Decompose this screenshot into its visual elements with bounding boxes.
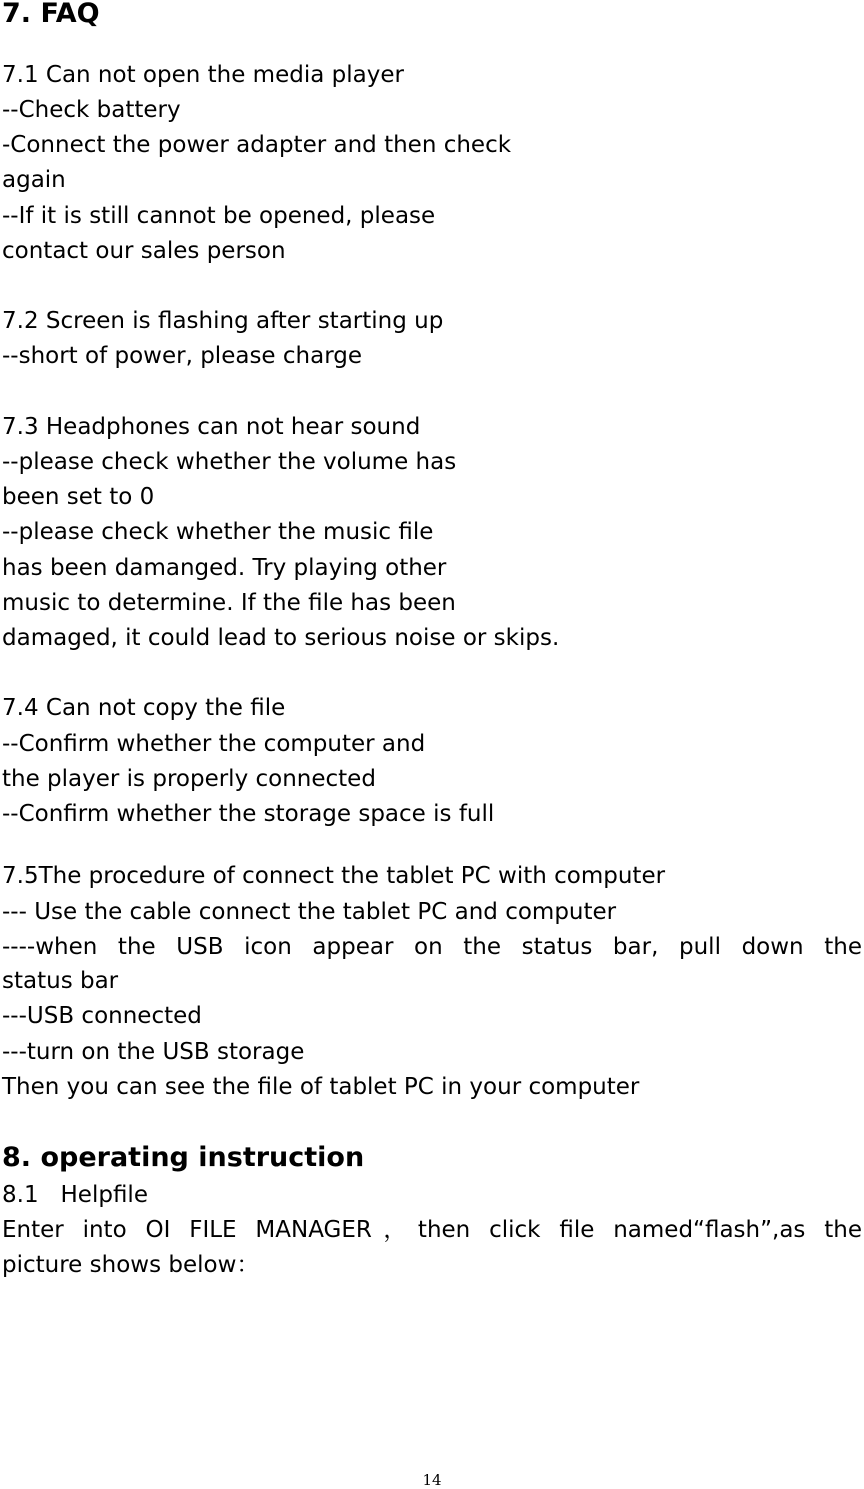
page-number: 14: [422, 1471, 442, 1489]
faq-q1-line: --Check battery: [2, 97, 181, 123]
faq-q1-line: again: [2, 167, 66, 193]
faq-q3-title: 7.3 Headphones can not hear sound: [2, 414, 421, 440]
faq-q3-line: --please check whether the volume has: [2, 449, 457, 475]
operating-subheading: 8.1 Helpfile: [2, 1182, 148, 1208]
faq-q4-line: --Confirm whether the storage space is full: [2, 801, 495, 827]
faq-q5-line: Then you can see the file of tablet PC in your computer: [2, 1074, 640, 1100]
faq-q3-line: --please check whether the music file: [2, 519, 434, 545]
faq-q2-line: --short of power, please charge: [2, 343, 363, 369]
faq-q1-line: -Connect the power adapter and then check: [2, 132, 512, 158]
faq-q5-line: status bar: [2, 968, 119, 994]
faq-q5-line: --- Use the cable connect the tablet PC and computer: [2, 899, 617, 925]
operating-heading: 8. operating instruction: [2, 1142, 365, 1173]
operating-line: picture shows below：: [2, 1252, 260, 1278]
faq-q5-line: ---turn on the USB storage: [2, 1039, 305, 1065]
faq-q4-title: 7.4 Can not copy the file: [2, 695, 286, 721]
faq-q5-title: 7.5The procedure of connect the tablet PC with computer: [2, 863, 666, 889]
faq-q4-line: the player is properly connected: [2, 766, 376, 792]
faq-q3-line: been set to 0: [2, 484, 155, 510]
faq-q3-line: damaged, it could lead to serious noise or skips.: [2, 625, 560, 651]
faq-heading: 7. FAQ: [2, 0, 100, 29]
faq-q1-title: 7.1 Can not open the media player: [2, 62, 404, 88]
faq-q2-title: 7.2 Screen is flashing after starting up: [2, 308, 444, 334]
operating-line: Enter into OI FILE MANAGER，then click file named“flash”,as the: [2, 1217, 862, 1243]
faq-q4-line: --Confirm whether the computer and: [2, 731, 426, 757]
faq-q3-line: has been damanged. Try playing other: [2, 555, 447, 581]
faq-q5-line: ---USB connected: [2, 1003, 202, 1029]
faq-q3-line: music to determine. If the file has been: [2, 590, 456, 616]
faq-q1-line: contact our sales person: [2, 238, 286, 264]
faq-q5-line: ----when the USB icon appear on the status bar, pull down the: [2, 934, 862, 960]
faq-q1-line: --If it is still cannot be opened, please: [2, 203, 436, 229]
